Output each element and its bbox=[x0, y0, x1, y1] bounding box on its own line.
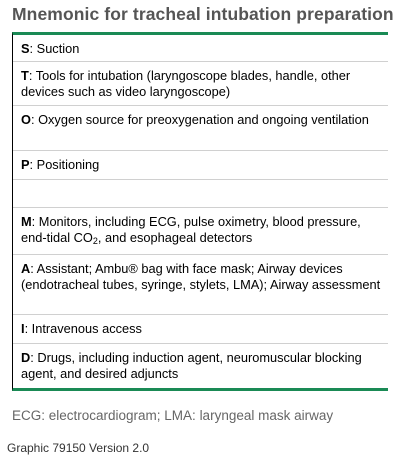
table-row bbox=[13, 344, 388, 388]
row-text: : Assistant; Ambu® bag with face mask; Airway devices (endotracheal tubes, syringe, stylets, LMA); Airway assessment bbox=[21, 261, 381, 292]
subscript-2: 2 bbox=[92, 236, 98, 246]
table-row bbox=[13, 255, 388, 315]
row-text: : Oxygen source for preoxygenation and ongoing ventilation bbox=[30, 112, 369, 127]
row-letter: A bbox=[21, 261, 31, 276]
table-row bbox=[13, 315, 388, 344]
page-title: Mnemonic for tracheal intubation preparation bbox=[12, 4, 394, 24]
row-text: : Tools for intubation (laryngoscope blades, handle, other devices such as video laryngoscope) bbox=[21, 68, 351, 99]
row-letter: I bbox=[21, 321, 25, 336]
row-letter: T bbox=[21, 68, 29, 83]
table-row bbox=[13, 62, 388, 106]
table-row bbox=[13, 106, 388, 151]
row-text: : Positioning bbox=[29, 157, 100, 172]
table-row bbox=[13, 35, 388, 62]
row-text: : Monitors, including ECG, pulse oximetry, blood pressure, end-tidal CO bbox=[21, 214, 361, 245]
row-text: : Drugs, including induction agent, neuromuscular blocking agent, and desired adjuncts bbox=[21, 350, 362, 381]
row-letter: M bbox=[21, 214, 32, 229]
table-row-empty bbox=[13, 180, 388, 208]
table-row bbox=[13, 151, 388, 180]
mnemonic-table bbox=[12, 32, 388, 391]
row-text-continued: , and esophageal detectors bbox=[97, 230, 253, 245]
row-letter: P bbox=[21, 157, 30, 172]
row-letter: D bbox=[21, 350, 31, 365]
table-row bbox=[13, 208, 388, 255]
row-text: : Suction bbox=[29, 41, 80, 56]
graphic-version-label: Graphic 79150 Version 2.0 bbox=[7, 441, 150, 455]
row-letter: S bbox=[21, 41, 30, 56]
row-letter: O bbox=[21, 112, 31, 127]
row-text: : Intravenous access bbox=[24, 321, 142, 336]
footnote: ECG: electrocardiogram; LMA: laryngeal mask airway bbox=[12, 408, 334, 423]
